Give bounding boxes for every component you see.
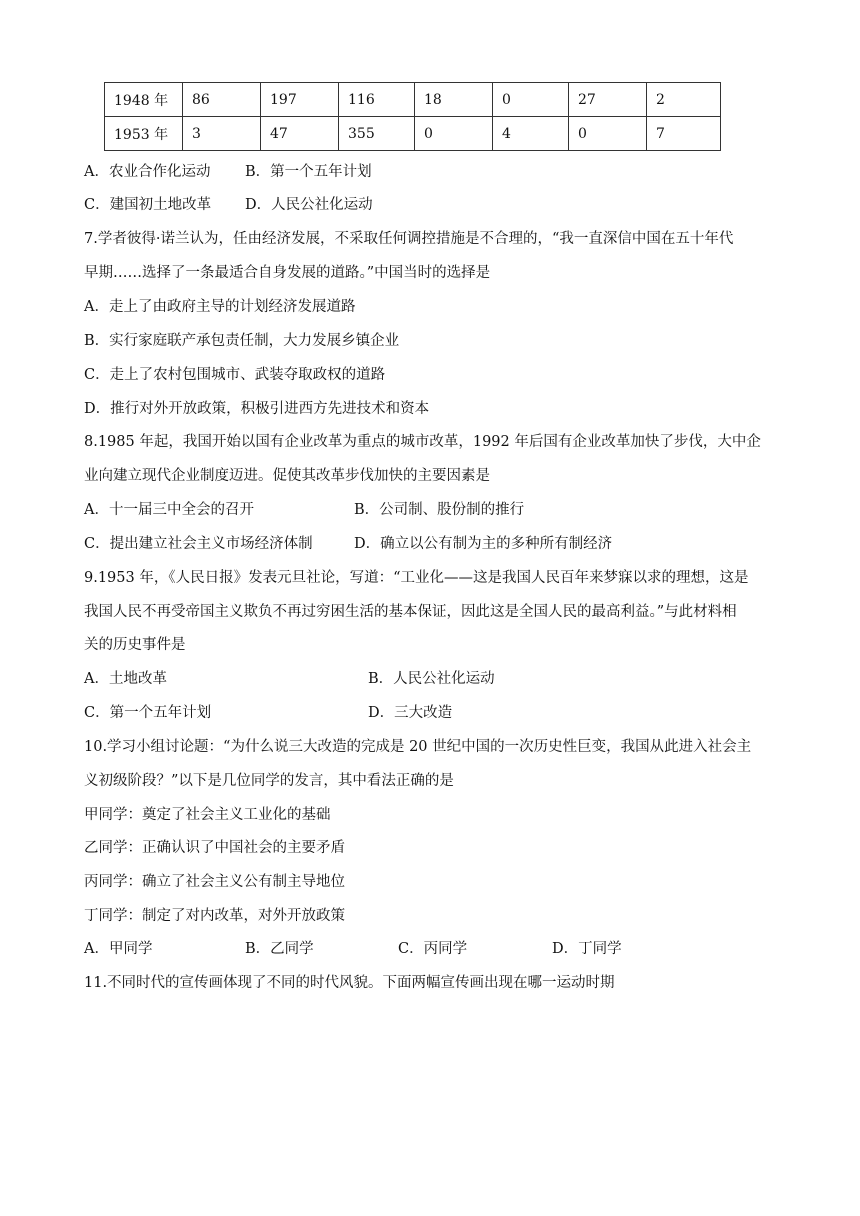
q9-option-d[interactable]: D．三大改造 [368,705,453,721]
q6-option-a[interactable]: A．农业合作化运动 [84,164,211,180]
table-cell: 0 [569,117,647,151]
q7-stem: 早期……选择了一条最适合自身发展的道路。”中国当时的选择是 [84,265,491,281]
q7-option-d[interactable]: D．推行对外开放政策，积极引进西方先进技术和资本 [84,401,430,417]
q9-option-c[interactable]: C．第一个五年计划 [84,705,212,721]
q9-stem: 9.1953 年，《人民日报》发表元旦社论，写道：“工业化——这是我国人民百年来梦寐以求的理想，这是 [84,570,749,586]
q10-statement: 丁同学：制定了对内改革，对外开放政策 [84,908,345,924]
table-cell: 7 [647,117,721,151]
table-cell: 116 [339,83,415,117]
q10-statement: 丙同学：确立了社会主义公有制主导地位 [84,874,345,890]
table-cell: 355 [339,117,415,151]
table-cell: 1953 年 [105,117,183,151]
table-cell: 3 [183,117,261,151]
q10-option-d[interactable]: D．丁同学 [552,941,622,957]
q7-option-a[interactable]: A．走上了由政府主导的计划经济发展道路 [84,299,356,315]
q8-option-d[interactable]: D．确立以公有制为主的多种所有制经济 [354,536,613,552]
q6-option-d[interactable]: D．人民公社化运动 [245,197,373,213]
q8-option-b[interactable]: B．公司制、股份制的推行 [354,502,525,518]
q8-stem: 业向建立现代企业制度迈进。促使其改革步伐加快的主要因素是 [84,468,490,484]
table-cell: 47 [261,117,339,151]
data-table [104,82,721,151]
table-cell: 2 [647,83,721,117]
q7-option-c[interactable]: C．走上了农村包围城市、武装夺取政权的道路 [84,367,386,383]
q10-statement: 乙同学：正确认识了中国社会的主要矛盾 [84,840,345,856]
q10-statement: 甲同学：奠定了社会主义工业化的基础 [84,807,331,823]
q8-option-a[interactable]: A．十一届三中全会的召开 [84,502,254,518]
q7-stem: 7.学者彼得·诺兰认为，任由经济发展，不采取任何调控措施是不合理的，“我一直深信中国在五十年代 [84,231,734,247]
q10-option-c[interactable]: C．丙同学 [398,941,468,957]
q9-option-b[interactable]: B．人民公社化运动 [368,671,495,687]
q9-options-row-2 [84,701,784,721]
table-cell: 4 [493,117,569,151]
q10-option-b[interactable]: B．乙同学 [245,941,314,957]
q6-options-row-2 [84,193,784,213]
q10-stem: 10.学习小组讨论题：“为什么说三大改造的完成是 20 世纪中国的一次历史性巨变，我国从此进入社会主 [84,739,752,755]
q9-options-row-1 [84,667,784,687]
q6-option-b[interactable]: B．第一个五年计划 [245,164,372,180]
q6-options-row-1 [84,160,784,180]
table-cell: 0 [493,83,569,117]
q9-option-a[interactable]: A．土地改革 [84,671,167,687]
q10-option-a[interactable]: A．甲同学 [84,941,153,957]
q10-options-row [84,937,784,957]
table-row [105,83,721,117]
table-cell: 1948 年 [105,83,183,117]
q9-stem: 我国人民不再受帝国主义欺负不再过穷困生活的基本保证，因此这是全国人民的最高利益。”与此材料相 [84,604,737,620]
q10-stem: 义初级阶段？”以下是几位同学的发言，其中看法正确的是 [84,773,454,789]
table-cell: 86 [183,83,261,117]
q7-option-b[interactable]: B．实行家庭联产承包责任制，大力发展乡镇企业 [84,333,400,349]
table-cell: 0 [415,117,493,151]
q6-option-c[interactable]: C．建国初土地改革 [84,197,212,213]
table-cell: 27 [569,83,647,117]
q8-options-row-1 [84,498,784,518]
table-cell: 18 [415,83,493,117]
q11-stem: 11.不同时代的宣传画体现了不同的时代风貌。下面两幅宣传画出现在哪一运动时期 [84,975,615,991]
q8-stem: 8.1985 年起，我国开始以国有企业改革为重点的城市改革，1992 年后国有企业改革加快了步伐，大中企 [84,434,761,450]
q8-options-row-2 [84,532,784,552]
q9-stem: 关的历史事件是 [84,637,186,653]
table-cell: 197 [261,83,339,117]
q8-option-c[interactable]: C．提出建立社会主义市场经济体制 [84,536,313,552]
table-row [105,117,721,151]
